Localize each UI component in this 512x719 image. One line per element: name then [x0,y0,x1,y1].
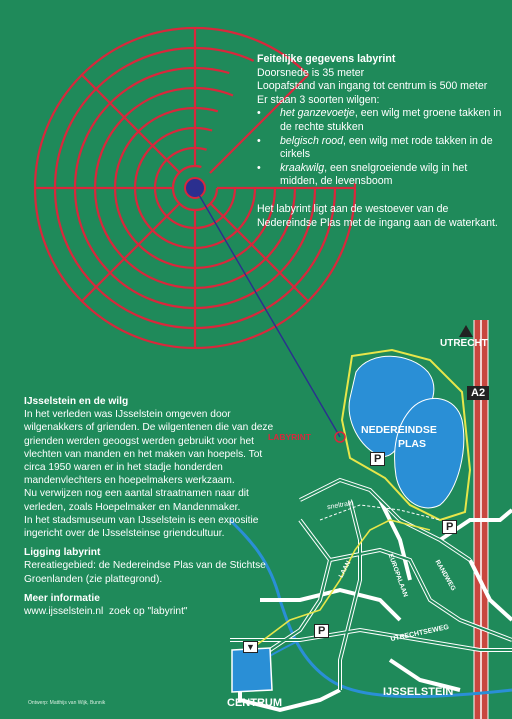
ijsselstein-label: IJSSELSTEIN [383,686,454,698]
facts-willow-types: Er staan 3 soorten wilgen: [257,93,380,106]
history-text: In het verleden was IJsselstein omgeven door wilgenakkers of grienden. De wilgentenen die van deze grienden werden geoogst werden gebruikt voor het vlechten van manden en het maken van hoepels. Tot circa 1950 waren er in het stadje honderden mandenvlechters en hoepelmakers werkzaam. [24,409,274,487]
centrum-area [232,648,272,692]
street-randweg: RANDWEG [433,558,457,593]
facts-block [257,53,507,230]
labyrint-label: LABYRINT [268,432,311,442]
lake-label-line1: NEDEREINDSE [361,424,437,436]
willow-item: • het ganzevoetje, een wilg met groene takken in de rechte stukken [257,107,507,134]
facts-walking-distance: Loopafstand van ingang tot centrum is 500 meter [257,80,488,93]
more-info-title: Meer informatie [24,592,100,604]
utrecht-label: UTRECHT [440,338,488,349]
facts-title: Feitelijke gegevens labyrint [257,53,396,65]
street-europalaan: EUROPALAAN [386,552,409,599]
parking-icon: P [314,624,329,638]
centrum-label: CENTRUM [227,697,282,709]
more-info-line [24,605,279,618]
willow-item: • belgisch rood, een wilg met rode takken in de cirkels [257,135,507,162]
lake-label-line2: PLAS [398,438,427,450]
a2-shield: A2 [467,386,489,400]
facts-diameter: Doorsnede is 35 meter [257,66,365,79]
website-link[interactable]: www.ijsselstein.nl [24,606,104,618]
facts-location: Het labyrint ligt aan de westoever van de Nedereindse Plas met de ingang aan de waterkant. [257,202,498,229]
search-hint: zoek op "labyrint" [108,606,188,618]
church-icon: ▼ [243,641,258,653]
history-title: IJsselstein en de wilg [24,396,129,407]
willow-list [257,107,507,189]
north-arrow-icon [459,325,473,337]
parking-icon: P [442,520,457,534]
location-text: Rereatiegebied: de Nedereindse Plas van de Stichtse Groenlanden (zie plattegrond). [24,560,266,585]
street-utrechtseweg: UTRECHTSEWEG [389,623,450,644]
history-text-3: In het stadsmuseum van IJsselstein is een expositie ingericht over de IJsselsteinse griendcultuur. [24,514,259,540]
info-block [24,395,279,618]
willow-item: • kraakwilg, een snelgroeiende wilg in het midden, de levensboom [257,162,507,189]
design-credit: Ontwerp: Matthijs van Wijk, Bunnik [28,700,106,706]
history-text-2: Nu verwijzen nog een aantal straatnamen naar dit verleden, zoals Hoepelmaker en Mandenmaker. [24,488,249,513]
street-laan: LAAN [337,559,353,580]
parking-icon: P [370,452,385,466]
sneltram-label: sneltram [326,499,355,512]
location-title: Ligging labyrint [24,547,101,559]
